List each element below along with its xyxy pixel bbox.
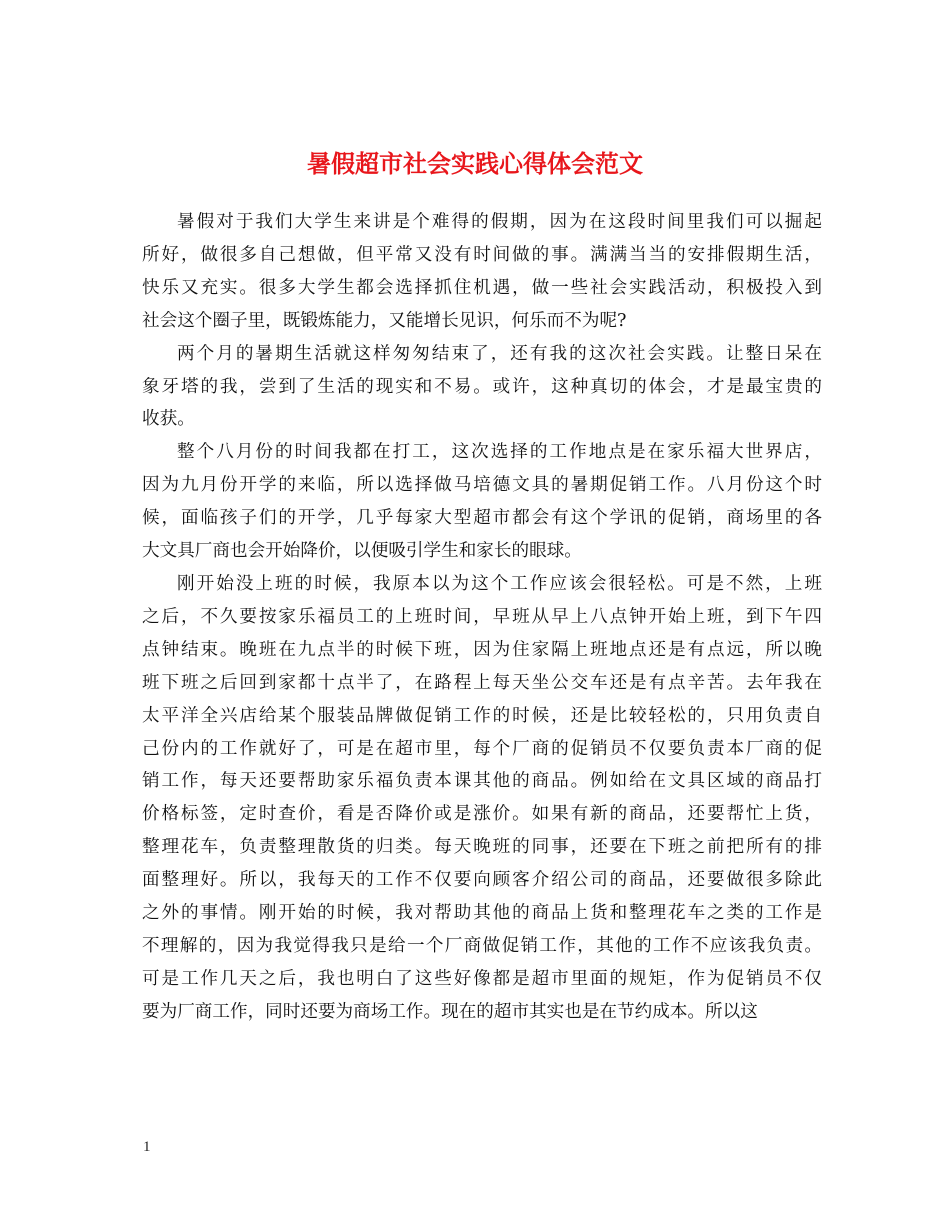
text-line: 大文具厂商也会开始降价，以便吸引学生和家长的眼球。 [142,541,582,562]
text-line: 价格标签，定时查价，看是否降价或是涨价。如果有新的商品，还要帮忙上货， [142,804,822,825]
text-line: 可是工作几天之后，我也明白了这些好像都是超市里面的规矩，作为促销员不仅 [142,968,822,989]
text-line: 候，面临孩子们的开学，几乎每家大型超市都会有这个学讯的促销，商场里的各 [142,508,822,529]
page-number: 1 [143,1139,151,1155]
body-text [142,206,822,1029]
text-line: 要为厂商工作，同时还要为商场工作。现在的超市其实也是在节约成本。所以这 [142,1001,758,1022]
text-line: 象牙塔的我，尝到了生活的现实和不易。或许，这种真切的体会，才是最宝贵的 [142,376,822,397]
paragraph [142,568,822,1029]
text-line: 快乐又充实。很多大学生都会选择抓住机遇，做一些社会实践活动，积极投入到 [142,277,822,298]
text-line: 面整理好。所以，我每天的工作不仅要向顾客介绍公司的商品，还要做很多除此 [142,870,822,891]
paragraph [142,338,822,437]
text-line: 之外的事情。刚开始的时候，我对帮助其他的商品上货和整理花车之类的工作是 [142,903,822,924]
paragraph [142,436,822,568]
text-line: 不理解的，因为我觉得我只是给一个厂商做促销工作，其他的工作不应该我负责。 [142,935,822,956]
text-line: 所好，做很多自己想做，但平常又没有时间做的事。满满当当的安排假期生活， [142,244,822,265]
text-line: 点钟结束。晚班在九点半的时候下班，因为住家隔上班地点还是有点远，所以晚 [142,639,822,660]
text-line: 之后，不久要按家乐福员工的上班时间，早班从早上八点钟开始上班，到下午四 [142,606,822,627]
text-line: 因为九月份开学的来临，所以选择做马培德文具的暑期促销工作。八月份这个时 [142,475,822,496]
text-line: 己份内的工作就好了，可是在超市里，每个厂商的促销员不仅要负责本厂商的促 [142,738,822,759]
text-line: 暑假对于我们大学生来讲是个难得的假期，因为在这段时间里我们可以掘起 [177,212,822,232]
text-line: 社会这个圈子里，既锻炼能力，又能增长见识，何乐而不为呢? [142,310,627,331]
text-line: 收获。 [142,409,195,430]
text-line: 整个八月份的时间我都在打工，这次选择的工作地点是在家乐福大世界店， [177,442,822,463]
text-line: 两个月的暑期生活就这样匆匆结束了，还有我的这次社会实践。让整日呆在 [177,343,822,364]
text-line: 刚开始没上班的时候，我原本以为这个工作应该会很轻松。可是不然，上班 [177,573,822,594]
paragraph [142,206,822,338]
text-line: 太平洋全兴店给某个服装品牌做促销工作的时候，还是比较轻松的，只用负责自 [142,705,822,726]
text-line: 整理花车，负责整理散货的归类。每天晚班的同事，还要在下班之前把所有的排 [142,837,822,858]
page-title: 暑假超市社会实践心得体会范文 [307,149,643,179]
text-line: 销工作，每天还要帮助家乐福负责本课其他的商品。例如给在文具区域的商品打 [142,771,822,792]
text-line: 班下班之后回到家都十点半了，在路程上每天坐公交车还是有点辛苦。去年我在 [142,672,822,693]
